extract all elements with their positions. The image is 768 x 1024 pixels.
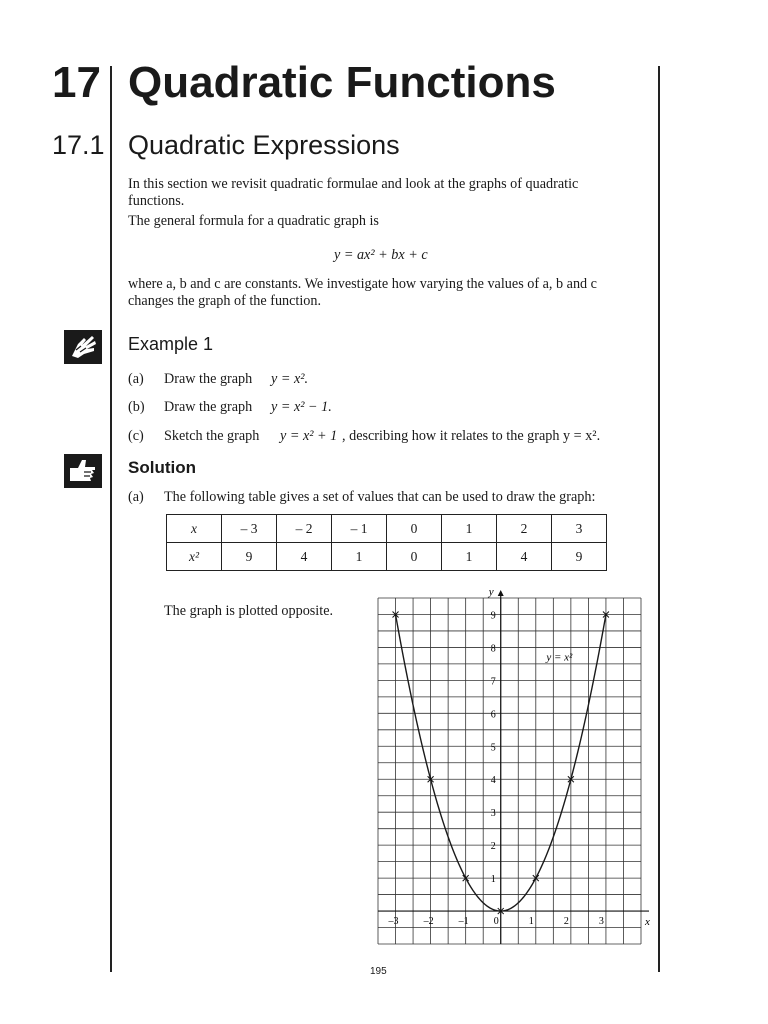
pointing-hand-icon bbox=[64, 330, 102, 369]
table-cell: 1 bbox=[442, 515, 497, 543]
y-tick-label: 9 bbox=[490, 610, 496, 622]
chapter-title: Quadratic Functions bbox=[128, 58, 556, 107]
table-cell: 4 bbox=[497, 543, 552, 571]
intro-line-5: changes the graph of the function. bbox=[128, 293, 322, 309]
table-cell: x bbox=[167, 515, 222, 543]
table-cell: 9 bbox=[552, 543, 607, 571]
y-tick-label: 6 bbox=[490, 709, 496, 721]
example-part-b-label: (b) bbox=[128, 399, 145, 415]
section-title: Quadratic Expressions bbox=[128, 130, 400, 160]
table-cell: 4 bbox=[277, 543, 332, 571]
graph-axes bbox=[378, 590, 649, 944]
intro-line-4: where a, b and c are constants. We investigate how varying the values of a, b and c bbox=[128, 276, 597, 292]
intro-line-2: functions. bbox=[128, 193, 185, 209]
table-cell: – 2 bbox=[277, 515, 332, 543]
quadratic-graph bbox=[370, 586, 660, 946]
intro-line-1: In this section we revisit quadratic formulae and look at the graphs of quadratic bbox=[128, 176, 579, 192]
x-tick-label: 0 bbox=[493, 916, 499, 928]
table-cell: x² bbox=[167, 543, 222, 571]
table-row-x-squared bbox=[167, 543, 607, 571]
table-cell: – 1 bbox=[332, 515, 387, 543]
graph-note: The graph is plotted opposite. bbox=[164, 603, 334, 619]
table-cell: 0 bbox=[387, 515, 442, 543]
y-tick-label: 8 bbox=[490, 643, 496, 655]
x-tick-label: –2 bbox=[423, 916, 434, 928]
y-tick-label: 1 bbox=[490, 874, 496, 886]
table-cell: – 3 bbox=[222, 515, 277, 543]
y-tick-label: 4 bbox=[490, 775, 496, 787]
graph-grid bbox=[378, 598, 641, 944]
example-part-c-math: y = x² + 1 bbox=[280, 428, 338, 444]
example-part-b-math: y = x² − 1. bbox=[271, 399, 332, 415]
curve-label: y = x² bbox=[546, 651, 573, 664]
table-cell: 1 bbox=[442, 543, 497, 571]
general-formula: y = ax² + bx + c bbox=[334, 247, 428, 263]
values-table bbox=[166, 514, 607, 571]
x-tick-label: 2 bbox=[563, 916, 569, 928]
y-tick-label: 2 bbox=[490, 841, 496, 853]
intro-line-3: The general formula for a quadratic graph is bbox=[128, 213, 379, 229]
x-tick-label: –1 bbox=[458, 916, 469, 928]
example-title: Example 1 bbox=[128, 334, 214, 354]
table-cell: 3 bbox=[552, 515, 607, 543]
example-part-b-text: Draw the graph bbox=[164, 399, 253, 415]
x-tick-label: 3 bbox=[598, 916, 604, 928]
example-part-c-text: Sketch the graph bbox=[164, 428, 260, 444]
solution-title: Solution bbox=[128, 458, 196, 477]
y-tick-label: 5 bbox=[490, 742, 496, 754]
example-part-a-label: (a) bbox=[128, 371, 144, 387]
table-cell: 9 bbox=[222, 543, 277, 571]
y-axis-arrow bbox=[498, 590, 504, 596]
example-part-c-tail: , describing how it relates to the graph y = x². bbox=[342, 428, 601, 444]
table-row-x bbox=[167, 515, 607, 543]
x-tick-label: 1 bbox=[528, 916, 534, 928]
x-tick-label: –3 bbox=[388, 916, 399, 928]
example-part-a-text: Draw the graph bbox=[164, 371, 253, 387]
x-axis-label: x bbox=[645, 916, 650, 929]
chapter-number: 17 bbox=[52, 58, 101, 107]
table-cell: 1 bbox=[332, 543, 387, 571]
thumbs-up-hand-icon bbox=[64, 454, 102, 493]
example-part-c-label: (c) bbox=[128, 428, 144, 444]
y-axis-label: y bbox=[488, 586, 494, 598]
y-tick-label: 7 bbox=[490, 676, 496, 688]
section-number: 17.1 bbox=[52, 130, 105, 160]
table-cell: 0 bbox=[387, 543, 442, 571]
left-margin-rule bbox=[110, 66, 112, 972]
solution-text: The following table gives a set of values that can be used to draw the graph: bbox=[164, 489, 596, 505]
example-part-a-math: y = x². bbox=[271, 371, 309, 387]
page-number: 195 bbox=[370, 966, 387, 977]
solution-part-label: (a) bbox=[128, 489, 144, 505]
table-cell: 2 bbox=[497, 515, 552, 543]
y-tick-label: 3 bbox=[490, 808, 496, 820]
